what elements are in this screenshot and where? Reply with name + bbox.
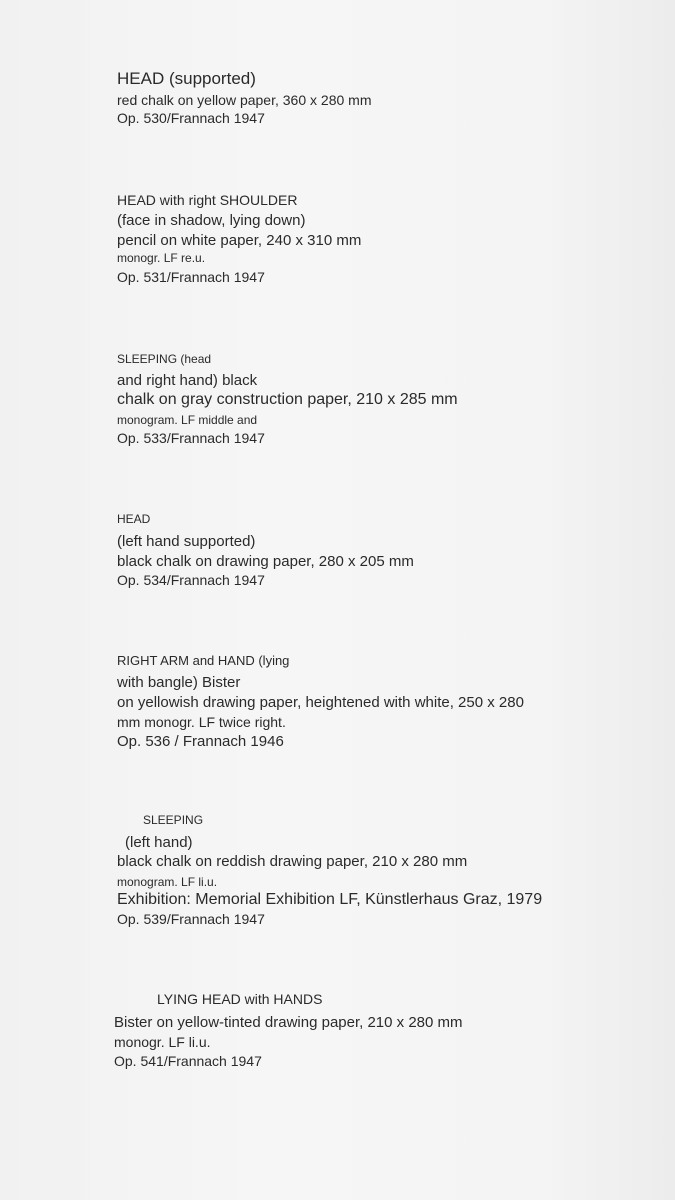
entry-monogram: monogram. LF li.u.: [117, 875, 218, 889]
entry-opus: Op. 541/Frannach 1947: [114, 1053, 262, 1069]
entry-monogram: mm monogr. LF twice right.: [117, 714, 286, 730]
entry-title: SLEEPING: [143, 813, 204, 827]
entry-exhibition: Exhibition: Memorial Exhibition LF, Künstlerhaus Graz, 1979: [117, 891, 543, 908]
entry-opus: Op. 536 / Frannach 1946: [117, 733, 284, 750]
entry-opus: Op. 539/Frannach 1947: [117, 911, 265, 927]
entry-opus: Op. 531/Frannach 1947: [117, 269, 265, 285]
entry-monogram: monogr. LF li.u.: [114, 1034, 211, 1050]
entry-medium: on yellowish drawing paper, heightened with white, 250 x 280: [117, 694, 524, 711]
entry-monogram: monogr. LF re.u.: [117, 251, 206, 265]
entry-opus: Op. 533/Frannach 1947: [117, 430, 265, 446]
entry-medium: chalk on gray construction paper, 210 x 285 mm: [117, 391, 458, 408]
entry-medium: black chalk on reddish drawing paper, 210 x 280 mm: [117, 853, 468, 870]
entry-medium: pencil on white paper, 240 x 310 mm: [117, 232, 362, 249]
entry-title: RIGHT ARM and HAND (lying: [117, 653, 290, 668]
entry-opus: Op. 530/Frannach 1947: [117, 110, 265, 126]
entry-title: HEAD with right SHOULDER: [117, 192, 298, 208]
entry-title: SLEEPING (head: [117, 352, 212, 366]
entry-subtitle: (left hand): [125, 834, 193, 851]
entry-subtitle: (face in shadow, lying down): [117, 212, 306, 229]
entry-subtitle: with bangle) Bister: [117, 674, 241, 691]
entry-medium: red chalk on yellow paper, 360 x 280 mm: [117, 92, 372, 108]
entry-medium: Bister on yellow-tinted drawing paper, 210 x 280 mm: [114, 1014, 463, 1031]
entry-medium: black chalk on drawing paper, 280 x 205 mm: [117, 553, 414, 570]
entry-monogram: monogram. LF middle and: [117, 413, 258, 427]
entry-title: HEAD: [117, 512, 151, 526]
entry-subtitle: and right hand) black: [117, 372, 258, 389]
entry-title: LYING HEAD with HANDS: [157, 991, 323, 1007]
entry-subtitle: (left hand supported): [117, 533, 256, 550]
entry-title: HEAD (supported): [117, 69, 256, 88]
entry-opus: Op. 534/Frannach 1947: [117, 572, 265, 588]
